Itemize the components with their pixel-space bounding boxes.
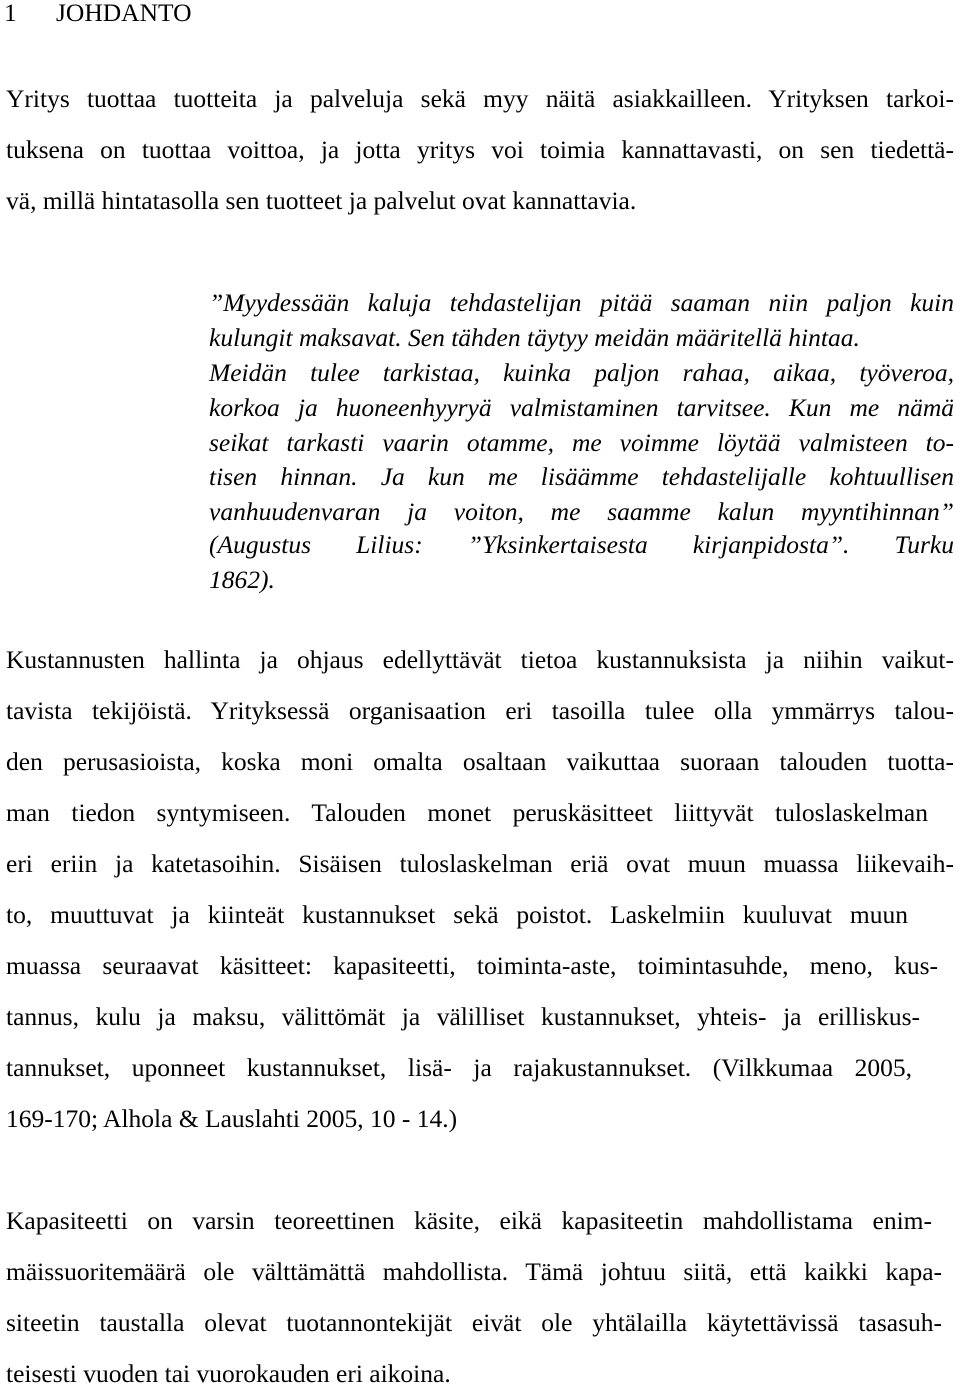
paragraph-line: to, muuttuvat ja kiinteät kustannukset sekä poistot. Laskelmiin kuuluvat muun (6, 900, 908, 929)
paragraph-line: tannus, kulu ja maksu, välittömät ja välilliset kustannukset, yhteis- ja erilliskus- (6, 1002, 920, 1031)
paragraph-line: muassa seuraavat käsitteet: kapasiteetti, toiminta-aste, toimintasuhde, meno, kus- (6, 951, 938, 980)
chapter-number: 1 (4, 0, 17, 27)
quote-line: korkoa ja huoneenhyyryä valmistaminen tarvitsee. Kun me nämä (209, 393, 954, 422)
quote-line: kulungit maksavat. Sen tähden täytyy meidän määritellä hintaa. (209, 323, 860, 352)
quote-line: Meidän tulee tarkistaa, kuinka paljon rahaa, aikaa, työveroa, (209, 358, 954, 387)
quote-line: vanhuudenvaran ja voiton, me saamme kalun myyntihinnan” (209, 497, 954, 526)
chapter-heading (4, 0, 192, 28)
paragraph-line: teisesti vuoden tai vuorokauden eri aikoina. (6, 1359, 451, 1388)
paragraph-line: tannukset, uponneet kustannukset, lisä- ja rajakustannukset. (Vilkkumaa 2005, (6, 1053, 912, 1082)
paragraph-line: eri eriin ja katetasoihin. Sisäisen tuloslaskelman eriä ovat muun muassa liikevaih- (6, 849, 954, 878)
quote-line: ”Myydessään kaluja tehdastelijan pitää saaman niin paljon kuin (209, 288, 954, 317)
intro-line: vä, millä hintatasolla sen tuotteet ja palvelut ovat kannattavia. (6, 186, 637, 215)
paragraph-line: Kapasiteetti on varsin teoreettinen käsite, eikä kapasiteetin mahdollistama enim- (6, 1206, 932, 1235)
quote-line: tisen hinnan. Ja kun me lisäämme tehdastelijalle kohtuullisen (209, 462, 954, 491)
paragraph-line: man tiedon syntymiseen. Talouden monet peruskäsitteet liittyvät tuloslaskelman (6, 798, 928, 827)
paragraph-line: tavista tekijöistä. Yrityksessä organisaation eri tasoilla tulee olla ymmärrys talou- (6, 696, 954, 725)
paragraph-line: Kustannusten hallinta ja ohjaus edellyttävät tietoa kustannuksista ja niihin vaikut- (6, 645, 954, 674)
paragraph-line: mäissuoritemäärä ole välttämättä mahdollista. Tämä johtuu siitä, että kaikki kapa- (6, 1257, 942, 1286)
paragraph-line: den perusasioista, koska moni omalta osaltaan vaikuttaa suoraan talouden tuotta- (6, 747, 954, 776)
paragraph-line: siteetin taustalla olevat tuotannontekijät eivät ole yhtälailla käytettävissä tasasuh- (6, 1308, 942, 1337)
chapter-title: JOHDANTO (56, 0, 192, 27)
quote-line: (Augustus Lilius: ”Yksinkertaisesta kirjanpidosta”. Turku (209, 530, 954, 559)
intro-line: tuksena on tuottaa voittoa, ja jotta yritys voi toimia kannattavasti, on sen tiedettä- (6, 135, 954, 164)
quote-line: 1862). (209, 565, 275, 594)
paragraph-line: 169-170; Alhola & Lauslahti 2005, 10 - 14.) (6, 1104, 458, 1133)
intro-line: Yritys tuottaa tuotteita ja palveluja sekä myy näitä asiakkailleen. Yrityksen tarkoi- (6, 84, 954, 113)
quote-line: seikat tarkasti vaarin otamme, me voimme löytää valmisteen to- (209, 428, 954, 457)
